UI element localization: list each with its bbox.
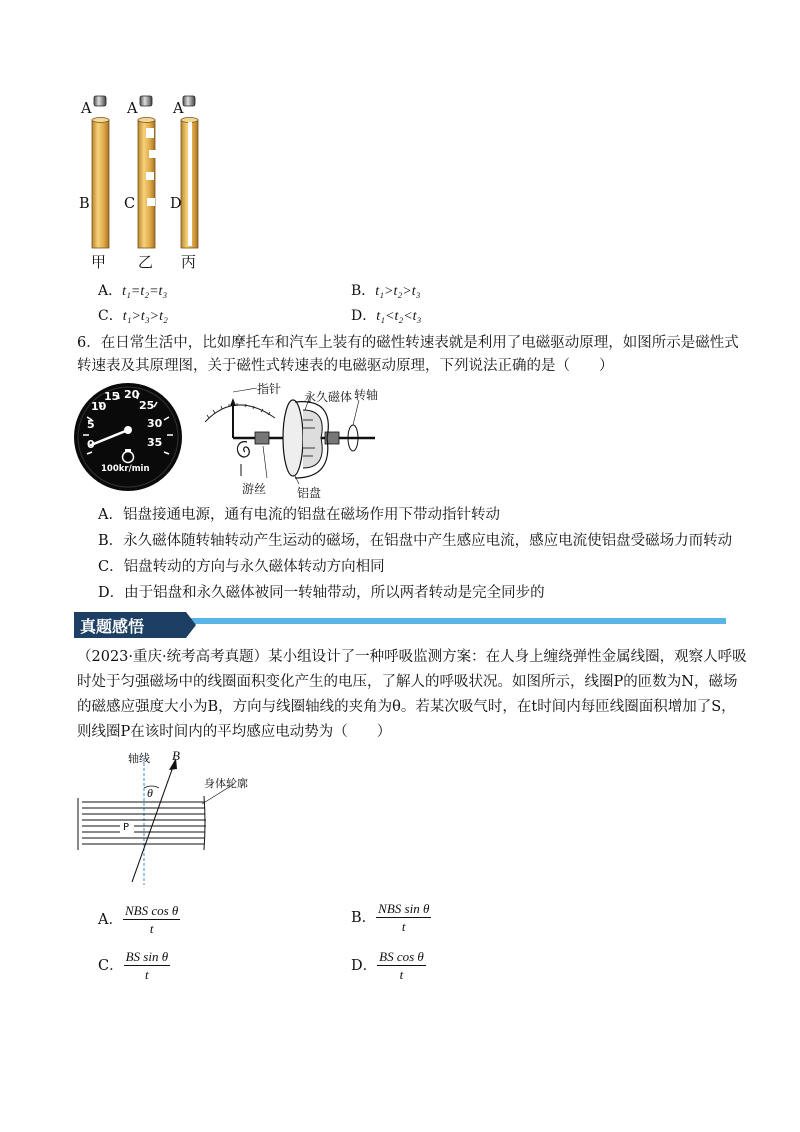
q6-option-c[interactable]: C．铝盘转动的方向与永久磁体转动方向相同 <box>98 559 385 575</box>
q5-option-b[interactable]: B．t₁>t₂>t₃ <box>351 283 421 299</box>
tubes-figure <box>75 92 225 277</box>
caption-jia: 甲 <box>91 253 107 271</box>
label-shaft: 转轴 <box>354 388 379 402</box>
caption-bing: 丙 <box>181 253 197 271</box>
label-c: C <box>124 196 136 212</box>
dial-tick-30: 30 <box>147 417 163 430</box>
label-b: B <box>79 196 90 212</box>
dial-tick-5: 5 <box>87 418 95 431</box>
fraction-b: $\frac{\text{NBS sin θ}}{t}$ <box>378 901 430 934</box>
dial-tick-0: 0 <box>87 438 95 451</box>
q7-stem-line1: （2023·重庆·统考高考真题）某小组设计了一种呼吸监测方案：在人身上缠绕弹性金属线圈，观察人呼吸 <box>77 649 747 665</box>
q7-stem-line3: 的磁感应强度大小为B，方向与线圈轴线的夹角为θ。若某次吸气时，在t时间内每匝线圈面积增加了S， <box>77 699 736 715</box>
q7-option-d[interactable]: D． $\frac{\text{BS cos θ}}{t}$ <box>351 949 424 982</box>
coil-figure <box>74 750 294 890</box>
fraction-d: $\frac{\text{BS cos θ}}{t}$ <box>379 949 424 982</box>
label-d: D <box>170 196 182 212</box>
label-coil-p: P <box>123 822 130 833</box>
q7-option-c[interactable]: C． $\frac{\text{BS sin θ}}{t}$ <box>98 949 169 982</box>
q7-stem-line4: 则线圈P在该时间内的平均感应电动势为（ ） <box>77 724 392 740</box>
tube-yi <box>138 96 156 248</box>
label-pointer: 指针 <box>257 382 282 396</box>
label-magnet: 永久磁体 <box>304 390 353 404</box>
dial-tick-25: 25 <box>139 399 155 412</box>
label-disk: 铝盘 <box>297 486 322 500</box>
dial-unit: 100kr/min <box>101 464 150 474</box>
tube-bing <box>181 96 198 248</box>
label-a1: A <box>81 101 92 117</box>
q5-option-d[interactable]: D．t₁<t₂<t₃ <box>351 308 422 324</box>
q7-option-a[interactable]: A． $\frac{\text{NBS cos θ}}{t}$ <box>98 903 179 936</box>
caption-yi: 乙 <box>138 253 154 271</box>
tube-jia <box>92 96 109 248</box>
dial-tick-10: 10 <box>91 400 107 413</box>
q5-option-c[interactable]: C．t₁>t₃>t₂ <box>98 308 168 324</box>
q5-option-a[interactable]: A．t₁=t₂=t₃ <box>98 283 168 299</box>
dial-tick-20: 20 <box>124 388 140 401</box>
section-banner <box>74 611 726 639</box>
q7-option-b[interactable]: B． $\frac{\text{NBS sin θ}}{t}$ <box>351 901 430 934</box>
q6-stem-line2: 转速表及其原理图，关于磁性式转速表的电磁驱动原理，下列说法正确的是（ ） <box>77 358 614 374</box>
q6-option-d[interactable]: D．由于铝盘和永久磁体被同一转轴带动，所以两者转动是完全同步的 <box>98 585 545 601</box>
label-body-outline: 身体轮廓 <box>204 777 248 790</box>
label-theta: θ <box>147 786 153 800</box>
label-spring: 游丝 <box>242 482 267 496</box>
dial-tick-15: 15 <box>104 390 120 403</box>
fraction-a: $\frac{\text{NBS cos θ}}{t}$ <box>124 903 179 936</box>
banner-title: 真题感悟 <box>80 617 145 636</box>
fraction-c: $\frac{\text{BS sin θ}}{t}$ <box>125 949 169 982</box>
q6-option-a[interactable]: A．铝盘接通电源，通有电流的铝盘在磁场作用下带动指针转动 <box>98 507 500 523</box>
label-a3: A <box>173 101 184 117</box>
label-b-field: B <box>172 748 180 763</box>
dial-tick-35: 35 <box>147 436 163 449</box>
q7-stem-line2: 时处于匀强磁场中的线圈面积变化产生的电压，了解人的呼吸状况。如图所示，线圈P的匝数为N，磁场 <box>77 674 738 690</box>
label-a2: A <box>127 101 138 117</box>
q6-option-b[interactable]: B．永久磁体随转轴转动产生运动的磁场，在铝盘中产生感应电流，感应电流使铝盘受磁场力而转动 <box>98 533 733 549</box>
q6-stem-line1: 6．在日常生活中，比如摩托车和汽车上装有的磁性转速表就是利用了电磁驱动原理，如图所示是磁性式 <box>77 335 739 351</box>
label-axis: 轴线 <box>128 752 150 765</box>
